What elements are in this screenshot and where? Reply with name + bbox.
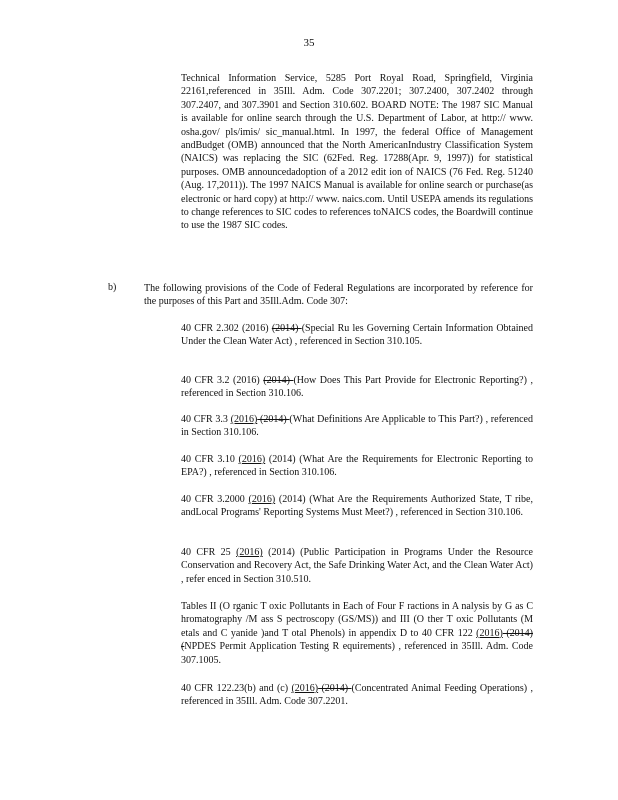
intro-paragraph: Technical Information Service, 5285 Port Royal Road, Springfield, Virginia 22161,referenced in 35Ill. Adm. Code 307.2201; 307.2400, 307.2402 through 307.2407, and 307.3901 and Section 310.602. BOARD NOTE: The 1987 SIC Manual is available for online search through the U.S. Department of Labor, at http:// www. osha.gov/ pls/imis/ sic_manual.html. In 1997, the federal Office of Management andBudget (OMB) announced that the North AmericanIndustry Classification System (NAICS) was replacing the SIC (62Fed. Reg. 17288(Apr. 9, 1997)) for statistical purposes. OMB announcedadoption of a 2012 edit ion of NAICS (76 Fed. Reg. 51240 (Aug. 17,2011)). The 1997 NAICS Manual is available for online search or purchase(as electronic or hard copy) at http:// www. naics.com. Until USEPA amends its regulations to change references to SIC codes to references toNAICS codes, the Boardwill continue to use the 1987 SIC codes. (181, 73, 533, 232)
entry-text: (Special Ru les Governing Certain Information Obtained Under the Clean Water Act) , referenced in Section 310.105. (181, 323, 533, 348)
entry-text: (2014) (Public Participation in Programs Under the Resource Conservation and Recovery Act, the Safe Drinking Water Act, and the Clean Water Act) , refer enced in Section 310.510. (181, 547, 533, 585)
inserted-text: (2016) (236, 547, 263, 558)
cfr-entry-7 (181, 600, 533, 667)
cfr-entry-1 (181, 322, 533, 349)
entry-text: (2014) (What Are the Requirements Authorized State, T ribe, andLocal Programs' Reporting Systems Must Meet?) , referenced in Section 310.106. (181, 494, 533, 519)
entry-text: 40 CFR 2.302 (2016) (181, 323, 272, 334)
inserted-text: (2016) (476, 627, 503, 639)
cfr-entry-2 (181, 374, 533, 401)
entry-text: 40 CFR 3.2 (2016) (181, 375, 264, 386)
inserted-text: (2016) (230, 414, 258, 425)
entry-text: 40 CFR 3.3 (181, 414, 231, 425)
subsection-b-text: The following provisions of the Code of Federal Regulations are incorporated by reference for the purposes of this Part and 35Ill.Adm. Code 307: (144, 283, 533, 308)
entry-text: Tables II (O rganic T oxic Pollutants in Each of Four F ractions in A nalysis by G as C hromatography /M ass S pectroscopy (GS/MS)) and III (O ther T oxic Pollutants (M etals and C yanide )and T otal Phenols) in appendix D to 40 CFR 122 (181, 601, 533, 639)
page-number: 35 (303, 37, 315, 49)
cfr-entry-3 (181, 413, 533, 440)
cfr-entry-6 (181, 546, 533, 586)
inserted-text: (2016) (238, 454, 266, 465)
cfr-entry-5 (181, 493, 533, 520)
entry-text: (What Definitions Are Applicable to This Part?) , referenced in Section 310.106. (181, 414, 533, 439)
cfr-entry-8 (181, 682, 533, 709)
deleted-text: (2014) (318, 683, 352, 694)
entry-text: (How Does This Part Provide for Electronic Reporting?) , referenced in Section 310.106. (181, 375, 533, 400)
cfr-entry-4 (181, 453, 533, 480)
entry-text: 40 CFR 3.10 (181, 454, 239, 465)
subsection-b-label: b) (108, 282, 117, 293)
deleted-text: (2014) (271, 323, 302, 334)
entry-text: (Concentrated Animal Feeding Operations) , referenced in 35Ill. Adm. Code 307.2201. (181, 683, 533, 708)
entry-text: NPDES Permit Application Testing R equirements) , referenced in 35Ill. Adm. Code 307.1005. (181, 641, 533, 666)
deleted-text: (2014) ( (181, 627, 533, 653)
deleted-text: (2014) (263, 375, 294, 386)
inserted-text: (2016) (248, 494, 276, 505)
entry-text: 40 CFR 25 (181, 547, 237, 558)
deleted-text: (2014) (257, 414, 290, 425)
entry-text: 40 CFR 3.2000 (181, 494, 249, 505)
entry-text: (2014) (What Are the Requirements for Electronic Reporting to EPA?) , referenced in Section 310.106. (181, 454, 533, 479)
inserted-text: (2016) (291, 683, 319, 694)
entry-text: 40 CFR 122.23(b) and (c) (181, 683, 292, 694)
